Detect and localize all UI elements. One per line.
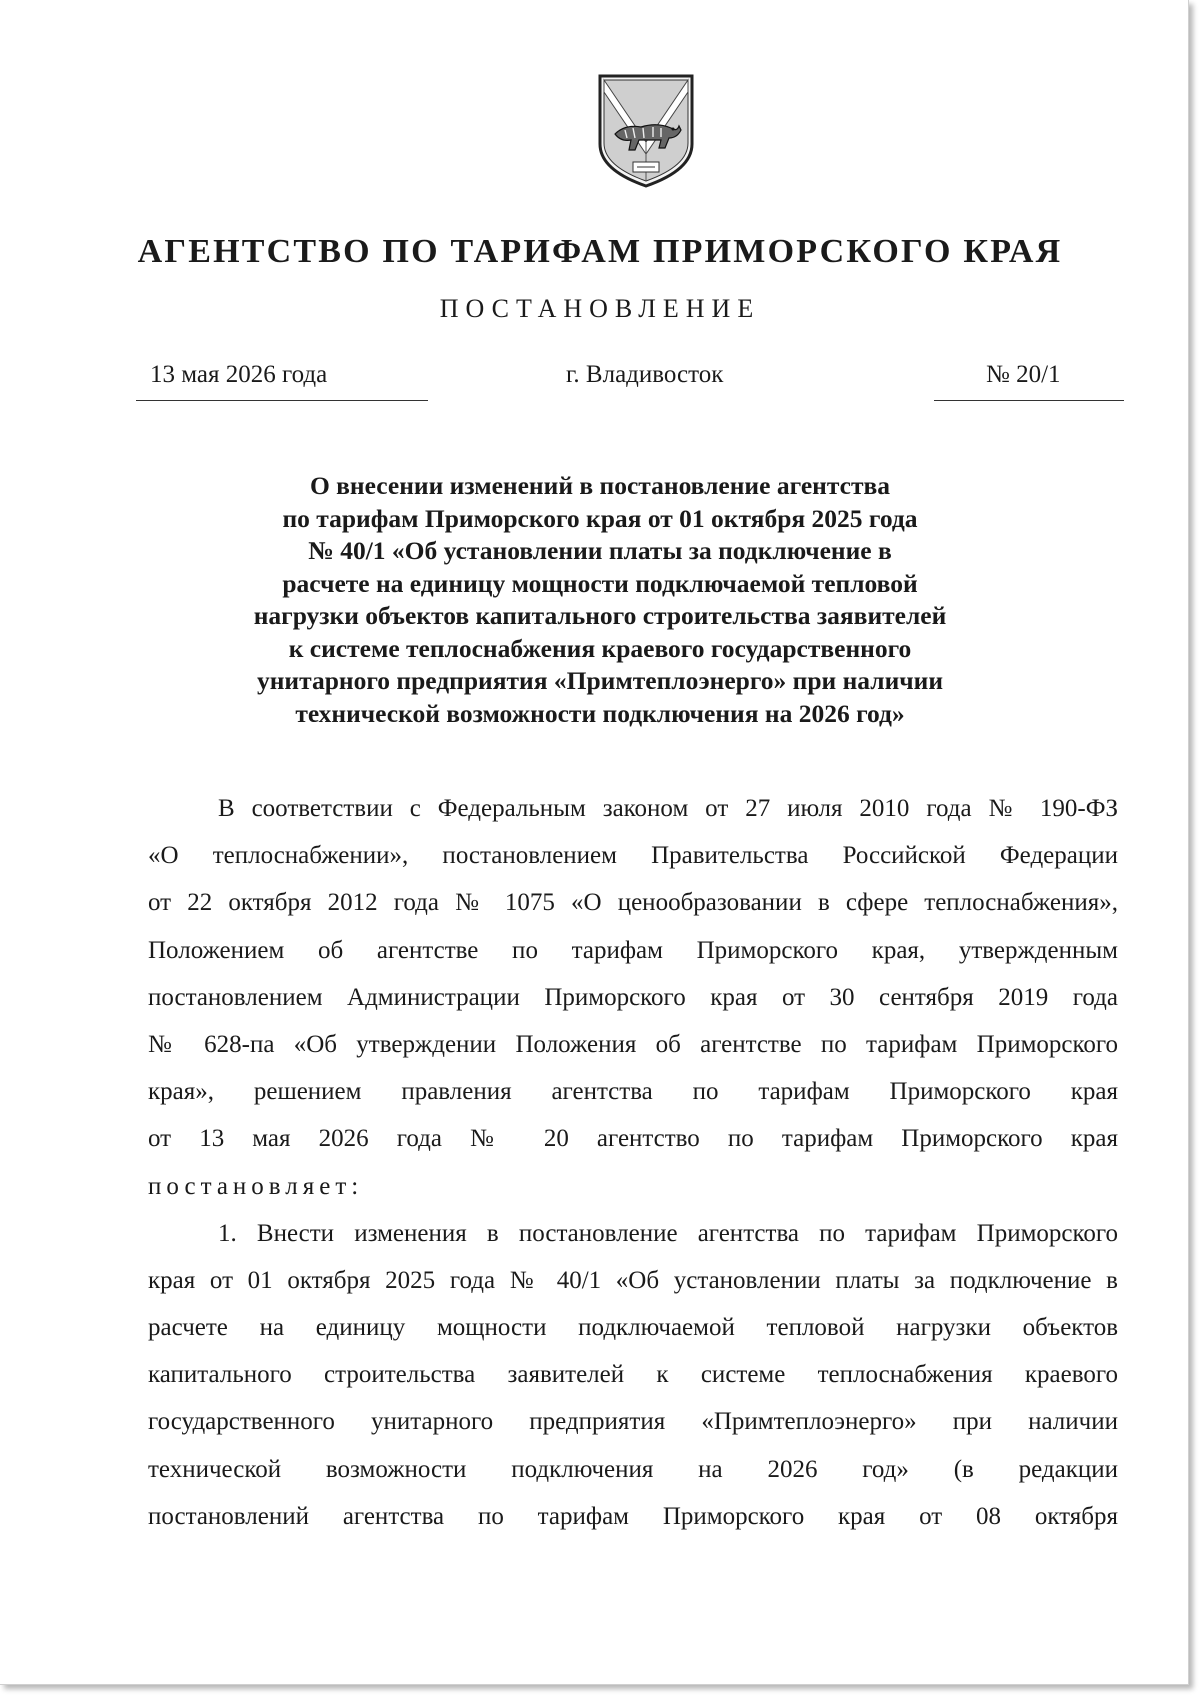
title-line: № 40/1 «Об установлении платы за подключение в	[308, 536, 892, 565]
document-date: 13 мая 2026 года	[150, 361, 328, 388]
preamble-line: края», решением правления агентства по тарифам Приморского края	[148, 1078, 1118, 1106]
date-underline	[136, 400, 428, 401]
item-1-line: расчете на единицу мощности подключаемой тепловой нагрузки объектов	[148, 1314, 1118, 1342]
item-1-line: 1. Внести изменения в постановление агентства по тарифам Приморского	[218, 1219, 1118, 1247]
document-number: № 20/1	[986, 361, 1061, 388]
number-underline	[934, 400, 1124, 401]
document-body	[148, 785, 1118, 1540]
title-line: О внесении изменений в постановление агентства	[309, 471, 891, 500]
item-1-line: постановлений агентства по тарифам Приморского края от 08 октября	[148, 1502, 1118, 1530]
title-line: унитарного предприятия «Примтеплоэнерго» при наличии	[256, 666, 944, 695]
preamble-line: Положением об агентстве по тарифам Приморского края, утвержденным	[148, 936, 1118, 964]
document-type: ПОСТАНОВЛЕНИЕ	[439, 294, 761, 323]
agency-name: АГЕНТСТВО ПО ТАРИФАМ ПРИМОРСКОГО КРАЯ	[137, 233, 1063, 270]
item-1-line: края от 01 октября 2025 года № 40/1 «Об установлении платы за подключение в	[148, 1266, 1118, 1294]
preamble-line: В соответствии с Федеральным законом от 27 июля 2010 года № 190-ФЗ	[218, 795, 1118, 822]
preamble-line: «О теплоснабжении», постановлением Правительства Российской Федерации	[148, 842, 1118, 870]
item-1-line: технической возможности подключения на 2026 год» (в редакции	[148, 1455, 1118, 1483]
document-title	[200, 470, 1000, 730]
preamble-line: от 13 мая 2026 года № 20 агентство по тарифам Приморского края	[148, 1125, 1118, 1153]
title-line: к системе теплоснабжения краевого государственного	[288, 633, 912, 663]
document-city: г. Владивосток	[566, 361, 724, 388]
title-line: нагрузки объектов капитального строительства заявителей	[253, 601, 947, 630]
coat-of-arms-emblem	[595, 72, 697, 190]
item-1-line: государственного унитарного предприятия «Примтеплоэнерго» при наличии	[148, 1408, 1118, 1436]
resolves-word: постановляет:	[148, 1172, 364, 1200]
title-line: технической возможности подключения на 2026 год»	[295, 698, 905, 728]
preamble-line: постановлением Администрации Приморского края от 30 сентября 2019 года	[148, 983, 1118, 1011]
preamble-line: № 628-па «Об утверждении Положения об агентстве по тарифам Приморского	[148, 1030, 1118, 1058]
preamble-line: от 22 октября 2012 года № 1075 «О ценообразовании в сфере теплоснабжения»,	[148, 889, 1118, 917]
item-1-line: капитального строительства заявителей к системе теплоснабжения краевого	[148, 1361, 1118, 1389]
title-line: по тарифам Приморского края от 01 октября 2025 года	[282, 503, 918, 533]
title-line: расчете на единицу мощности подключаемой тепловой	[282, 568, 918, 598]
